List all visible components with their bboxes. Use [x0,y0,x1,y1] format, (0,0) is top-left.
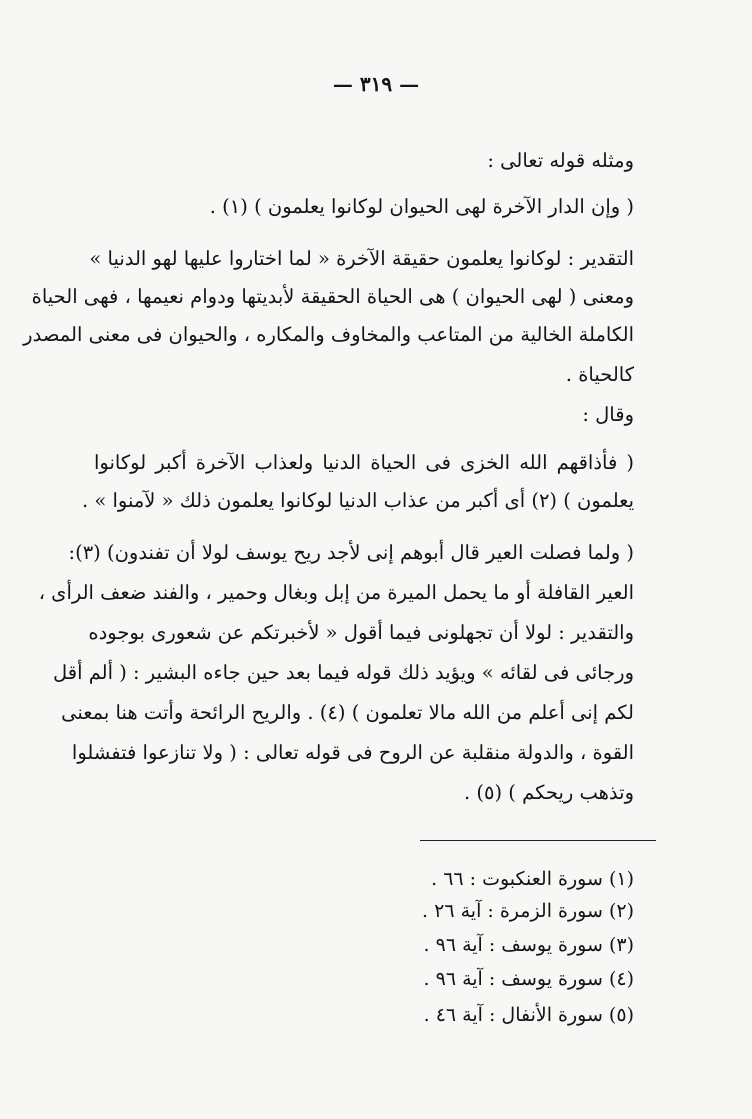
text-line: ( فأذاقهم الله الخزى فى الحياة الدنيا ولعذاب الآخرة أكبر لوكانوا [94,451,634,474]
text-line: كالحياة . [565,363,634,386]
text-line: ورجائى فى لقائه » ويؤيد ذلك قوله فيما بعد حين جاءه البشير : ( ألم أقل [52,661,634,684]
text-line: الكاملة الخالية من المتاعب والمخاوف والمكاره ، والحيوان فى معنى المصدر [23,323,634,346]
text-line: القوة ، والدولة منقلبة عن الروح فى قوله تعالى : ( ولا تنازعوا فتفشلوا [71,741,634,764]
footnote: (٥) سورة الأنفال : آية ٤٦ . [423,1004,634,1026]
footnote-divider [420,840,656,841]
text-line: وقال : [582,403,634,426]
text-line: التقدير : لوكانوا يعلمون حقيقة الآخرة « لما اختاروا عليها لهو الدنيا » [89,247,634,270]
text-line: العير القافلة أو ما يحمل الميرة من إبل وبغال وحمير ، والفند ضعف الرأى ، [38,581,634,604]
footnote: (١) سورة العنكبوت : ٦٦ . [431,868,634,890]
text-line: ومثله قوله تعالى : [487,149,634,172]
footnote: (٢) سورة الزمرة : آية ٢٦ . [422,900,634,922]
text-line: ومعنى ( لهى الحيوان ) هى الحياة الحقيقة لأبديتها ودوام نعيمها ، فهى الحياة [31,285,634,308]
footnote: (٤) سورة يوسف : آية ٩٦ . [423,968,634,990]
footnote: (٣) سورة يوسف : آية ٩٦ . [423,934,634,956]
text-line: والتقدير : لولا أن تجهلونى فيما أقول « لأخبرتكم عن شعورى بوجوده [88,621,634,644]
text-line: ( وإن الدار الآخرة لهى الحيوان لوكانوا يعلمون ) (١) . [209,195,634,218]
text-line: يعلمون ) (٢) أى أكبر من عذاب الدنيا لوكانوا يعلمون ذلك « لآمنوا » . [81,489,634,512]
text-line: لكم إنى أعلم من الله مالا تعلمون ) (٤) . والريح الرائحة وأتت هنا بمعنى [61,701,634,724]
page-number: — ٣١٩ — [332,72,420,96]
text-line: ( ولما فصلت العير قال أبوهم إنى لأجد ريح يوسف لولا أن تفندون) (٣): [68,541,634,564]
text-line: وتذهب ريحكم ) (٥) . [464,781,634,804]
